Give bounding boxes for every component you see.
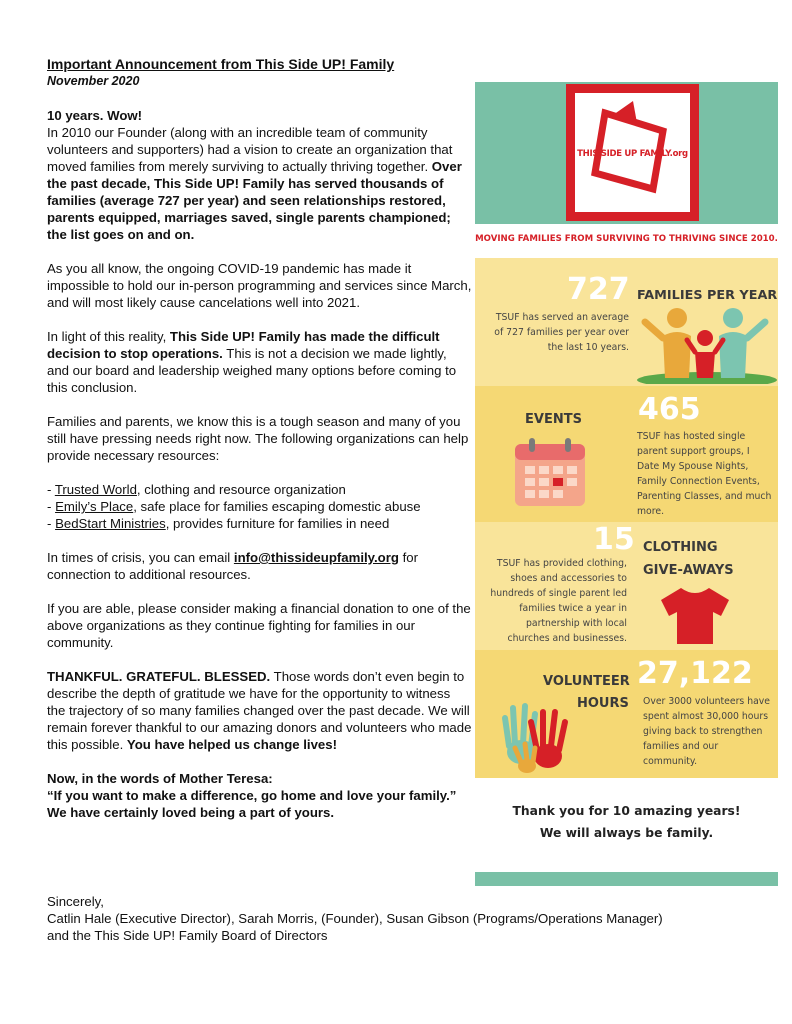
stat-heading-2: HOURS: [577, 696, 629, 711]
resource-list: - Trusted World, clothing and resource organization - Emily’s Place, safe place for families escaping domestic abuse - BedStart Ministries, provides furniture for families in need: [47, 482, 421, 531]
letter-date: November 2020: [47, 74, 140, 88]
calendar-icon: [511, 436, 591, 512]
paragraph-thankful: [47, 668, 472, 753]
quote-text: “If you want to make a difference, go home and love your family.” We have certainly loved being a part of yours.: [47, 788, 457, 820]
thanks-message: [475, 800, 778, 844]
stat-desc: TSUF has hosted single parent support groups, I Date My Spouse Nights, Family Connection Events, Parenting Classes, and much more.: [637, 431, 772, 517]
family-icon: [635, 304, 785, 384]
stat-heading-1: CLOTHING: [643, 540, 718, 555]
stat-clothing: [475, 522, 778, 650]
thankful-heading: THANKFUL. GRATEFUL. BLESSED.: [47, 669, 271, 684]
decision-lead: In light of this reality,: [47, 329, 167, 344]
closing: Sincerely,: [47, 894, 104, 909]
stat-desc: TSUF has provided clothing, shoes and accessories to hundreds of single parent led families twice a year in partnership with local churches and businesses.: [490, 558, 627, 644]
resource-desc: , provides furniture for families in need: [165, 516, 390, 531]
paragraph-email: [47, 549, 472, 583]
email-tail: for connection to additional resources.: [47, 550, 418, 582]
letter-body: [47, 56, 472, 838]
stat-desc: Over 3000 volunteers have spent almost 30,000 hours giving back to strengthen families and our community.: [643, 696, 771, 767]
paragraph-intro: [47, 107, 472, 243]
email-link[interactable]: info@thissideupfamily.org: [233, 550, 399, 565]
paragraph-decision: [47, 328, 472, 396]
paragraph-quote: [47, 770, 472, 821]
quote-lead: Now, in the words of Mother Teresa:: [47, 771, 273, 786]
tagline: MOVING FAMILIES FROM SURVIVING TO THRIVING SINCE 2010.: [475, 234, 778, 244]
thankful-text: Those words don’t even begin to describe the depth of gratitude we have for the opportunity to witness the trajectory of so many families changed over the past decade. We will remain forever thankful to our amazing donors and volunteers who made this possible.: [47, 669, 472, 752]
stat-heading-2: GIVE-AWAYS: [643, 563, 734, 578]
logo-text: THIS SIDE UP FAMILY.org: [577, 149, 688, 159]
intro-bold: Over the past decade, This Side UP! Family has served thousands of families (average 727 per year) and seen relationships restored, parents equipped, marriages saved, single parents championed; the list goes on and on.: [47, 159, 462, 242]
signature-names: Catlin Hale (Executive Director), Sarah Morris, (Founder), Susan Gibson (Programs/Operations Manager): [47, 911, 663, 926]
decision-text: This is not a decision we made lightly, and our board and leadership weighed many options before coming to this conclusion.: [47, 346, 457, 395]
stat-heading-1: VOLUNTEER: [543, 674, 630, 689]
intro-heading: 10 years. Wow!: [47, 108, 143, 123]
resource-desc: , clothing and resource organization: [136, 482, 346, 497]
thankful-bold: You have helped us change lives!: [126, 737, 337, 752]
intro-text: In 2010 our Founder (along with an incredible team of community volunteers and supporters) had a vision to create an organization that moved families from merely surviving to actually thriving together.: [47, 125, 453, 174]
email-lead: In times of crisis, you can email: [47, 550, 231, 565]
stat-families: [475, 258, 778, 386]
signature-block: [47, 893, 767, 944]
stat-number: 15: [593, 522, 635, 557]
resource-link-emilys-place[interactable]: Emily’s Place: [55, 499, 134, 514]
tshirt-icon: [659, 584, 731, 646]
logo-band: [475, 82, 778, 224]
stat-heading: FAMILIES PER YEAR: [637, 288, 778, 303]
stat-volunteer: [475, 650, 778, 778]
stat-number: 727: [567, 272, 630, 307]
bottom-bar: [475, 872, 778, 886]
hands-icon: [501, 700, 575, 774]
stat-number: 465: [638, 392, 701, 427]
paragraph-resources-intro: Families and parents, we know this is a tough season and many of you still have pressing needs right now. The following organizations can help provide necessary resources:: [47, 414, 469, 463]
decision-bold: This Side UP! Family has made the difficult decision to stop operations.: [47, 329, 440, 361]
signature-board: and the This Side UP! Family Board of Directors: [47, 928, 328, 943]
stat-events: [475, 386, 778, 522]
stat-heading: EVENTS: [525, 412, 582, 427]
infographic: [475, 82, 778, 886]
logo-inner: [575, 93, 690, 212]
resource-link-trusted-world[interactable]: Trusted World: [54, 482, 137, 497]
resource-link-bedstart[interactable]: BedStart Ministries: [55, 516, 166, 531]
letter-title: Important Announcement from This Side UP! Family: [47, 56, 395, 72]
resource-desc: , safe place for families escaping domestic abuse: [133, 499, 421, 514]
stat-desc: TSUF has served an average of 727 families per year over the last 10 years.: [494, 312, 629, 353]
thanks-line-1: Thank you for 10 amazing years!: [512, 804, 741, 818]
thanks-line-2: We will always be family.: [539, 826, 714, 840]
paragraph-donation: If you are able, please consider making a financial donation to one of the above organizations as they continue fighting for families in our community.: [47, 601, 471, 650]
logo: [566, 84, 699, 221]
paragraph-covid: As you all know, the ongoing COVID-19 pandemic has made it impossible to hold our in-person programming and services since March, and will most likely cause cancelations well into 2021.: [47, 261, 472, 310]
stat-number: 27,122: [637, 656, 753, 691]
